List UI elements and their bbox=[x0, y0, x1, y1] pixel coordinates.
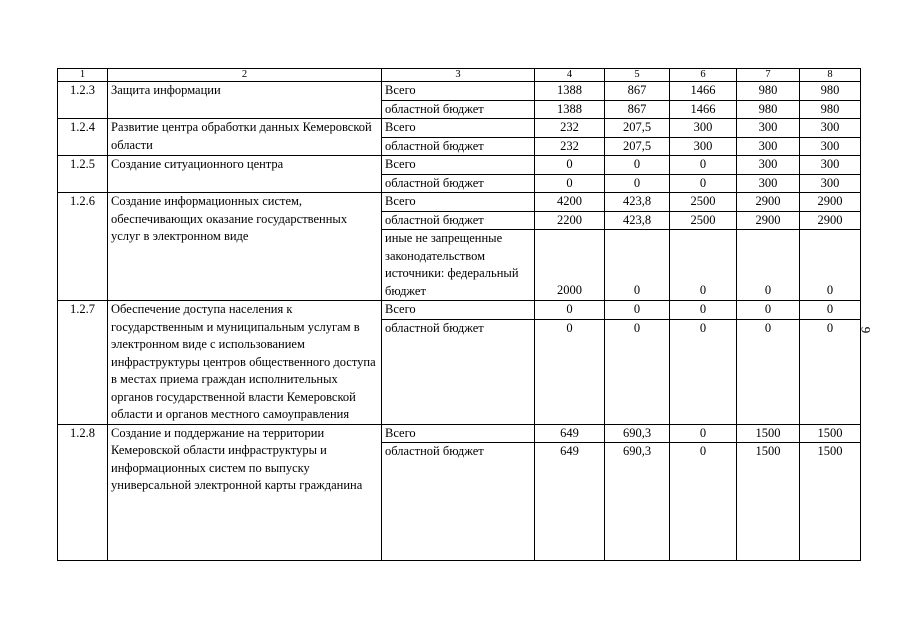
value-cell bbox=[535, 424, 605, 560]
source-label: Всего bbox=[385, 157, 416, 171]
value: 690,3 bbox=[622, 425, 652, 440]
source-label: Всего bbox=[385, 83, 416, 97]
table-row bbox=[58, 193, 861, 301]
value-cell bbox=[737, 82, 800, 119]
value-cell bbox=[605, 156, 670, 193]
value: 0 bbox=[800, 319, 860, 338]
item-description: Защита информации bbox=[108, 82, 382, 119]
value: 0 bbox=[826, 302, 834, 316]
value: 300 bbox=[737, 137, 799, 156]
funding-sources bbox=[382, 156, 535, 193]
header-cell: 5 bbox=[605, 69, 670, 82]
item-number: 1.2.3 bbox=[58, 82, 108, 119]
item-number: 1.2.4 bbox=[58, 119, 108, 156]
value-cell bbox=[800, 156, 861, 193]
value-cell bbox=[535, 301, 605, 425]
source-label: областной бюджет bbox=[382, 211, 534, 230]
value: 1500 bbox=[800, 442, 860, 461]
value-cell bbox=[605, 119, 670, 156]
value: 1388 bbox=[535, 100, 604, 119]
value: 0 bbox=[535, 319, 604, 338]
value: 300 bbox=[820, 120, 840, 134]
value-cell bbox=[737, 193, 800, 301]
value: 2000 bbox=[557, 283, 582, 297]
value: 980 bbox=[820, 83, 840, 97]
value-cell bbox=[605, 424, 670, 560]
value: 0 bbox=[605, 174, 669, 193]
value: 0 bbox=[633, 283, 641, 297]
value: 649 bbox=[535, 442, 604, 461]
value: 0 bbox=[699, 283, 707, 297]
value-cell bbox=[800, 82, 861, 119]
value-cell bbox=[670, 82, 737, 119]
value: 300 bbox=[758, 157, 778, 171]
table-row bbox=[58, 82, 861, 119]
value: 232 bbox=[560, 120, 579, 134]
source-label: областной бюджет bbox=[382, 100, 534, 119]
page-number: 9 bbox=[858, 326, 874, 334]
value: 2900 bbox=[800, 211, 860, 230]
spacer bbox=[670, 229, 736, 282]
value: 300 bbox=[670, 137, 736, 156]
value: 2500 bbox=[690, 194, 716, 208]
value: 690,3 bbox=[605, 442, 669, 461]
value: 0 bbox=[566, 302, 573, 316]
value: 1388 bbox=[557, 83, 582, 97]
value: 300 bbox=[820, 157, 840, 171]
value: 207,5 bbox=[622, 120, 652, 134]
funding-sources bbox=[382, 82, 535, 119]
value-cell bbox=[670, 301, 737, 425]
value-cell bbox=[605, 301, 670, 425]
value: 0 bbox=[826, 283, 834, 297]
table-row bbox=[58, 119, 861, 156]
value: 1500 bbox=[737, 442, 799, 461]
table-row bbox=[58, 424, 861, 560]
value: 980 bbox=[800, 100, 860, 119]
value-cell bbox=[605, 82, 670, 119]
value-cell bbox=[670, 424, 737, 560]
column-number-header bbox=[58, 69, 861, 82]
value: 300 bbox=[693, 120, 713, 134]
value: 2900 bbox=[755, 194, 781, 208]
item-description: Создание и поддержание на территории Кемеровской области инфраструктуры и информационных систем по выпуску универсальной электронной карты гражданина bbox=[108, 424, 382, 560]
value: 0 bbox=[633, 302, 641, 316]
header-cell: 8 bbox=[800, 69, 861, 82]
value: 0 bbox=[566, 157, 573, 171]
value: 0 bbox=[633, 157, 641, 171]
value-cell bbox=[800, 119, 861, 156]
source-label: областной бюджет bbox=[382, 319, 534, 338]
value: 0 bbox=[670, 442, 736, 461]
value-cell bbox=[737, 119, 800, 156]
value: 300 bbox=[758, 120, 778, 134]
value-cell bbox=[800, 301, 861, 425]
spacer bbox=[737, 229, 799, 282]
value: 2900 bbox=[817, 194, 843, 208]
value-cell bbox=[737, 156, 800, 193]
value-cell bbox=[605, 193, 670, 301]
value: 0 bbox=[764, 283, 772, 297]
header-cell: 7 bbox=[737, 69, 800, 82]
value: 0 bbox=[764, 302, 772, 316]
source-label: Всего bbox=[385, 120, 416, 134]
value: 649 bbox=[560, 425, 579, 440]
source-label: иные не запрещенные законодательством источники: федеральный бюджет bbox=[382, 229, 534, 300]
value: 0 bbox=[737, 319, 799, 338]
item-number: 1.2.5 bbox=[58, 156, 108, 193]
value: 423,8 bbox=[605, 211, 669, 230]
budget-table bbox=[57, 68, 861, 561]
header-cell: 3 bbox=[382, 69, 535, 82]
spacer bbox=[535, 229, 604, 282]
value: 0 bbox=[670, 319, 736, 338]
spacer bbox=[800, 229, 860, 282]
value-cell bbox=[737, 301, 800, 425]
table-row bbox=[58, 301, 861, 425]
item-number: 1.2.7 bbox=[58, 301, 108, 425]
value: 1466 bbox=[670, 100, 736, 119]
value: 2900 bbox=[737, 211, 799, 230]
source-label: Всего bbox=[385, 425, 416, 440]
value-cell bbox=[670, 156, 737, 193]
header-cell: 2 bbox=[108, 69, 382, 82]
value: 1466 bbox=[690, 83, 716, 97]
funding-sources bbox=[382, 424, 535, 560]
value: 980 bbox=[758, 83, 778, 97]
value-cell bbox=[535, 82, 605, 119]
value: 0 bbox=[699, 425, 707, 440]
header-cell: 6 bbox=[670, 69, 737, 82]
value-cell bbox=[800, 193, 861, 301]
source-label: Всего bbox=[385, 302, 416, 316]
source-label: Всего bbox=[385, 194, 416, 208]
value: 300 bbox=[800, 137, 860, 156]
value: 300 bbox=[800, 174, 860, 193]
source-label: областной бюджет bbox=[382, 137, 534, 156]
item-description: Создание информационных систем, обеспечивающих оказание государственных услуг в электронном виде bbox=[108, 193, 382, 301]
funding-sources bbox=[382, 119, 535, 156]
value: 867 bbox=[605, 100, 669, 119]
value: 2200 bbox=[535, 211, 604, 230]
item-description: Развитие центра обработки данных Кемеровской области bbox=[108, 119, 382, 156]
value: 1500 bbox=[755, 425, 781, 440]
header-cell: 4 bbox=[535, 69, 605, 82]
item-number: 1.2.6 bbox=[58, 193, 108, 301]
value-cell bbox=[535, 156, 605, 193]
value: 867 bbox=[627, 83, 647, 97]
value: 980 bbox=[737, 100, 799, 119]
value: 4200 bbox=[557, 194, 582, 208]
spacer bbox=[605, 229, 669, 282]
value: 423,8 bbox=[622, 194, 652, 208]
value-cell bbox=[670, 193, 737, 301]
value: 0 bbox=[699, 157, 707, 171]
value-cell bbox=[800, 424, 861, 560]
value: 2500 bbox=[670, 211, 736, 230]
source-label: областной бюджет bbox=[382, 442, 534, 461]
value-cell bbox=[737, 424, 800, 560]
table-row bbox=[58, 156, 861, 193]
value: 300 bbox=[737, 174, 799, 193]
value: 0 bbox=[535, 174, 604, 193]
value-cell bbox=[535, 193, 605, 301]
source-label: областной бюджет bbox=[382, 174, 534, 193]
value: 232 bbox=[535, 137, 604, 156]
value: 1500 bbox=[817, 425, 843, 440]
funding-sources bbox=[382, 301, 535, 425]
item-description: Создание ситуационного центра bbox=[108, 156, 382, 193]
header-cell: 1 bbox=[58, 69, 108, 82]
value: 207,5 bbox=[605, 137, 669, 156]
value-cell bbox=[535, 119, 605, 156]
value: 0 bbox=[670, 174, 736, 193]
value: 0 bbox=[605, 319, 669, 338]
value-cell bbox=[670, 119, 737, 156]
funding-sources bbox=[382, 193, 535, 301]
item-number: 1.2.8 bbox=[58, 424, 108, 560]
item-description: Обеспечение доступа населения к государственным и муниципальным услугам в электронном виде с использованием инфраструктуры центров общественного доступа в местах приема граждан исполнительных органов государственной власти Кемеровской области и органов местного самоуправления bbox=[108, 301, 382, 425]
value: 0 bbox=[699, 302, 707, 316]
